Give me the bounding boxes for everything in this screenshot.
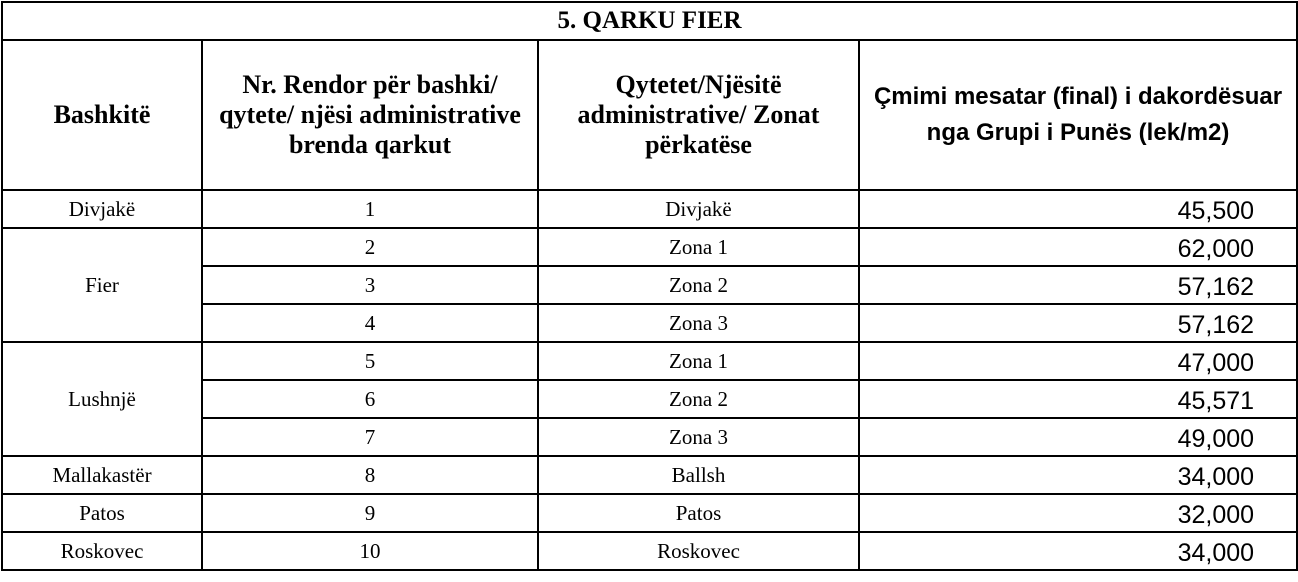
cell-bashkia: Lushnjë bbox=[2, 342, 202, 456]
cell-cmimi: 45,500 bbox=[859, 190, 1297, 228]
cell-cmimi: 34,000 bbox=[859, 456, 1297, 494]
cell-bashkia: Mallakastër bbox=[2, 456, 202, 494]
cell-cmimi: 49,000 bbox=[859, 418, 1297, 456]
cell-cmimi: 34,000 bbox=[859, 532, 1297, 570]
cell-zona: Zona 3 bbox=[538, 418, 859, 456]
cell-cmimi: 47,000 bbox=[859, 342, 1297, 380]
table-row bbox=[2, 456, 1297, 494]
header-bashkite: Bashkitë bbox=[2, 40, 202, 190]
cell-zona: Patos bbox=[538, 494, 859, 532]
cell-cmimi: 45,571 bbox=[859, 380, 1297, 418]
cell-nr: 2 bbox=[202, 228, 538, 266]
cell-zona: Zona 1 bbox=[538, 228, 859, 266]
table-row bbox=[2, 228, 1297, 266]
cell-cmimi: 57,162 bbox=[859, 304, 1297, 342]
cell-cmimi: 32,000 bbox=[859, 494, 1297, 532]
cell-zona: Roskovec bbox=[538, 532, 859, 570]
cell-zona: Zona 3 bbox=[538, 304, 859, 342]
header-qytetet: Qytetet/Njësitë administrative/ Zonat përkatëse bbox=[538, 40, 859, 190]
cell-zona: Zona 2 bbox=[538, 380, 859, 418]
price-table bbox=[1, 1, 1298, 571]
table-title: 5. QARKU FIER bbox=[2, 2, 1297, 40]
cell-zona: Zona 1 bbox=[538, 342, 859, 380]
table-row bbox=[2, 190, 1297, 228]
cell-cmimi: 57,162 bbox=[859, 266, 1297, 304]
cell-bashkia: Patos bbox=[2, 494, 202, 532]
cell-bashkia: Fier bbox=[2, 228, 202, 342]
header-nr-rendor: Nr. Rendor për bashki/ qytete/ njësi administrative brenda qarkut bbox=[202, 40, 538, 190]
cell-cmimi: 62,000 bbox=[859, 228, 1297, 266]
cell-nr: 1 bbox=[202, 190, 538, 228]
cell-zona: Ballsh bbox=[538, 456, 859, 494]
cell-nr: 4 bbox=[202, 304, 538, 342]
cell-bashkia: Divjakë bbox=[2, 190, 202, 228]
cell-nr: 3 bbox=[202, 266, 538, 304]
cell-nr: 9 bbox=[202, 494, 538, 532]
cell-nr: 5 bbox=[202, 342, 538, 380]
cell-zona: Divjakë bbox=[538, 190, 859, 228]
cell-nr: 7 bbox=[202, 418, 538, 456]
cell-nr: 10 bbox=[202, 532, 538, 570]
cell-zona: Zona 2 bbox=[538, 266, 859, 304]
cell-nr: 6 bbox=[202, 380, 538, 418]
table-row bbox=[2, 532, 1297, 570]
header-cmimi: Çmimi mesatar (final) i dakordësuar nga Grupi i Punës (lek/m2) bbox=[859, 40, 1297, 190]
cell-bashkia: Roskovec bbox=[2, 532, 202, 570]
table-row bbox=[2, 342, 1297, 380]
cell-nr: 8 bbox=[202, 456, 538, 494]
table-row bbox=[2, 494, 1297, 532]
